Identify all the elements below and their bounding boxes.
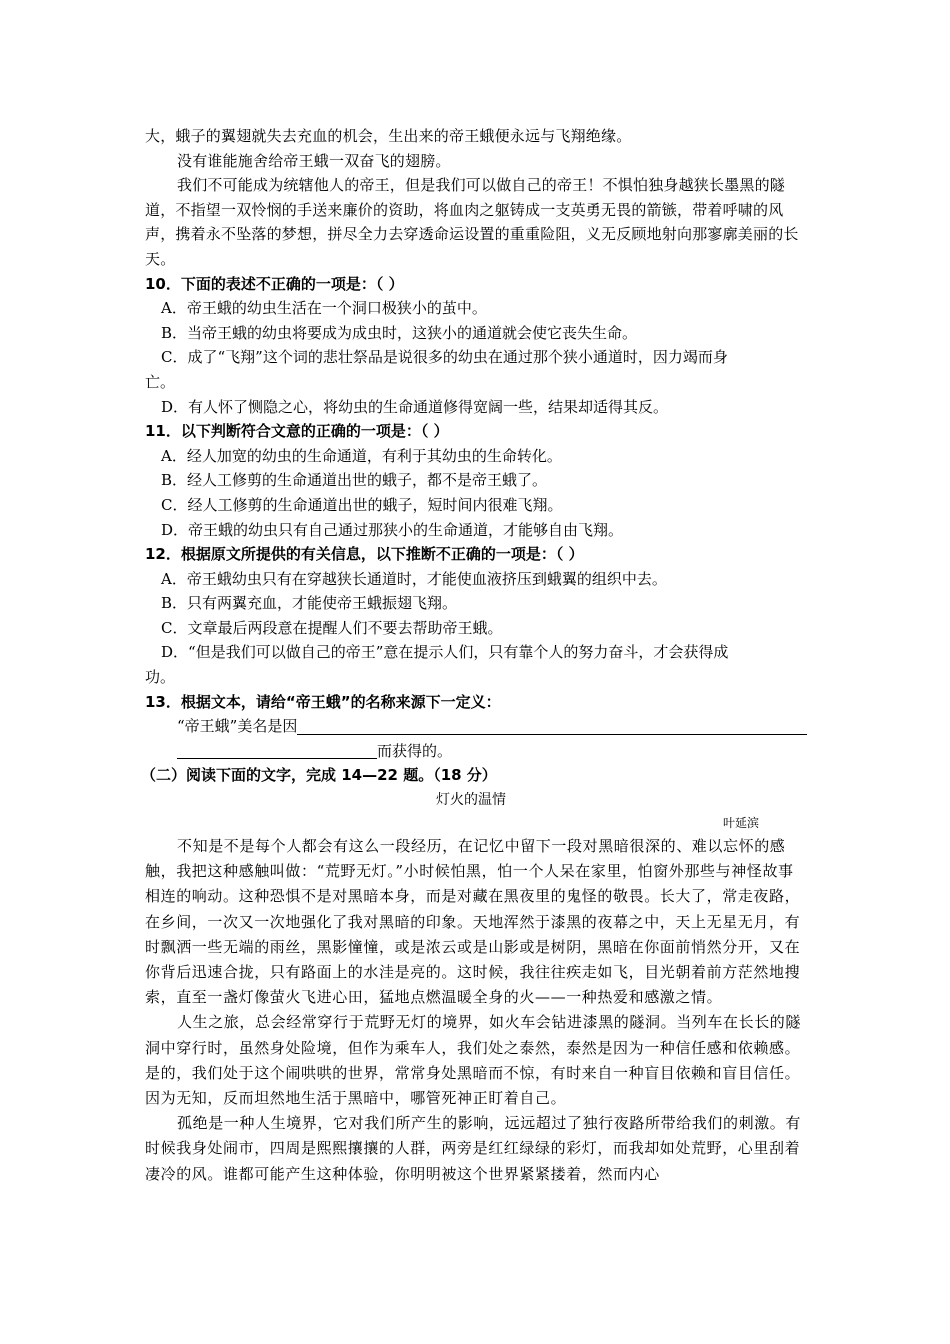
question-12-option-d-continued: 功。 bbox=[145, 668, 176, 687]
section-2-heading: （二）阅读下面的文字，完成 14—22 题。（18 分） bbox=[141, 766, 497, 785]
answer-suffix: 而获得的。 bbox=[377, 741, 453, 760]
question-11-stem: 11．以下判断符合文意的正确的一项是：（ ） bbox=[145, 422, 449, 441]
question-12-option-b: B．只有两翼充血，才能使帝王蛾振翅飞翔。 bbox=[161, 594, 458, 613]
question-10-option-c-continued: 亡。 bbox=[145, 372, 176, 391]
passage-paragraph-1: 不知是不是每个人都会有这么一段经历，在记忆中留下一段对黑暗很深的、难以忘怀的感触，我把这种感触叫做：“荒野无灯。”小时候怕黑，怕一个人呆在家里，怕窗外那些与神怪故事相连的响动。这种恐惧不是对黑暗本身，而是对藏在黑夜里的鬼怪的敬畏。长大了，常走夜路，在乡间，一次又一次地强化了我对黑暗的印象。天地浑然于漆黑的夜幕之中，天上无星无月，有时飘洒一些无端的雨丝，黑影憧憧，或是浓云或是山影或是树阴，黑暗在你面前悄然分开，又在你背后迅速合拢，只有路面上的水洼是亮的。这时候，我往往疾走如飞，目光朝着前方茫然地搜索，直至一盏灯像萤火飞进心田，猛地点燃温暖全身的火——一种热爱和感激之情。 bbox=[145, 837, 801, 1007]
question-11-option-d: D．帝王蛾的幼虫只有自己通过那狭小的生命通道，才能够自由飞翔。 bbox=[161, 520, 624, 539]
question-11-option-b: B．经人工修剪的生命通道出世的蛾子，都不是帝王蛾了。 bbox=[161, 471, 548, 490]
question-10-option-d: D．有人怀了恻隐之心，将幼虫的生命通道修得宽阔一些，结果却适得其反。 bbox=[161, 397, 669, 416]
question-12-option-d: D．“但是我们可以做自己的帝王”意在提示人们，只有靠个人的努力奋斗，才会获得成 bbox=[161, 643, 729, 662]
passage-author: 叶延滨 bbox=[722, 816, 759, 831]
question-10-option-c: C．成了“飞翔”这个词的悲壮祭品是说很多的幼虫在通过那个狭小通道时，因力竭而身 bbox=[161, 348, 728, 367]
question-10-stem: 10．下面的表述不正确的一项是：（ ） bbox=[145, 274, 404, 293]
question-12-option-a: A．帝王蛾幼虫只有在穿越狭长通道时，才能使血液挤压到蛾翼的组织中去。 bbox=[161, 569, 667, 588]
question-13-answer-line-1 bbox=[145, 714, 807, 739]
intro-paragraph-3: 我们不可能成为统辖他人的帝王，但是我们可以做自己的帝王！不惧怕独身越狭长墨黑的隧道，不指望一双怜悯的手送来廉价的资助，将血肉之躯铸成一支英勇无畏的箭镞，带着呼啸的风声，携着永不坠落的梦想，拼尽全力去穿透命运设置的重重险阻，义无反顾地射向那寥廓美丽的长天。 bbox=[145, 176, 799, 268]
passage-title: 灯火的温情 bbox=[436, 792, 506, 809]
intro-paragraph-1: 大，蛾子的翼翅就失去充血的机会，生出来的帝王蛾便永远与飞翔绝缘。 bbox=[145, 127, 632, 145]
answer-prefix: “帝王蛾”美名是因 bbox=[177, 717, 298, 736]
intro-paragraph-2: 没有谁能施舍给帝王蛾一双奋飞的翅膀。 bbox=[177, 151, 451, 170]
passage-paragraph-3: 孤绝是一种人生境界，它对我们所产生的影响，远远超过了独行夜路所带给我们的刺激。有时候我身处闹市，四周是熙熙攘攘的人群，两旁是红红绿绿的彩灯，而我却如处荒野，心里刮着凄冷的风。谁都可能产生这种体验，你明明被这个世界紧紧搂着，然而内心 bbox=[145, 1114, 802, 1183]
question-11-option-c: C．经人工修剪的生命通道出世的蛾子，短时间内很难飞翔。 bbox=[161, 495, 563, 514]
question-12-stem: 12．根据原文所提供的有关信息，以下推断不正确的一项是：（ ） bbox=[145, 545, 584, 564]
question-10-option-b: B．当帝王蛾的幼虫将要成为成虫时，这狭小的通道就会使它丧失生命。 bbox=[161, 323, 638, 342]
question-11-option-a: A．经人加宽的幼虫的生命通道，有利于其幼虫的生命转化。 bbox=[161, 446, 562, 465]
question-13-stem: 13．根据文本，请给“帝王蛾”的名称来源下一定义： bbox=[145, 692, 501, 711]
passage-body bbox=[145, 834, 807, 1187]
document-page bbox=[141, 124, 807, 1187]
answer-blank-1[interactable] bbox=[297, 716, 807, 735]
question-10-option-a: A．帝王蛾的幼虫生活在一个洞口极狭小的茧中。 bbox=[161, 299, 487, 318]
question-12-option-c: C．文章最后两段意在提醒人们不要去帮助帝王蛾。 bbox=[161, 618, 503, 637]
passage-paragraph-2: 人生之旅，总会经常穿行于荒野无灯的境界，如火车会钻进漆黑的隧洞。当列车在长长的隧洞中穿行时，虽然身处险境，但作为乘车人，我们处之泰然，泰然是因为一种信任感和依赖感。是的，我们处于这个闹哄哄的世界，常常身处黑暗而不惊，有时来自一种盲目依赖和盲目信任。因为无知，反而坦然地生活于黑暗中，哪管死神正盯着自己。 bbox=[145, 1013, 802, 1108]
answer-blank-2[interactable] bbox=[177, 740, 377, 759]
question-13-answer-line-2 bbox=[145, 739, 807, 764]
